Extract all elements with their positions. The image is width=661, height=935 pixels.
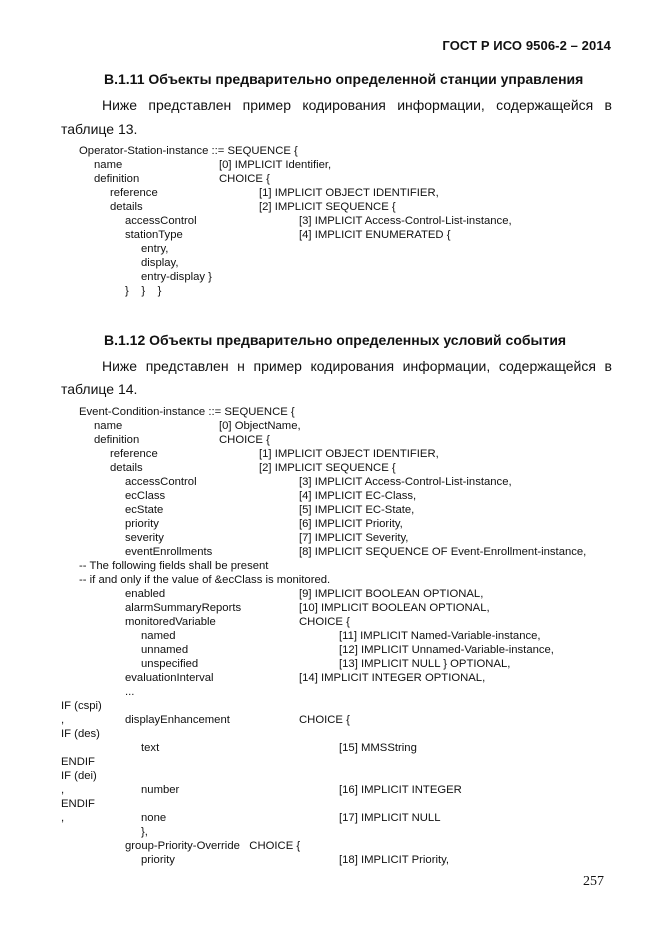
- code-line-token: ecState: [125, 504, 164, 516]
- code-line-type: [1] IMPLICIT OBJECT IDENTIFIER,: [259, 448, 439, 460]
- code-line-token: name: [94, 420, 123, 432]
- code-line-type: [9] IMPLICIT BOOLEAN OPTIONAL,: [299, 588, 484, 600]
- code-line-type: [18] IMPLICIT Priority,: [339, 854, 450, 866]
- code-line-token: ecClass: [125, 490, 166, 502]
- code-line-type: [13] IMPLICIT NULL } OPTIONAL,: [339, 658, 511, 670]
- code-line-type: [0] IMPLICIT Identifier,: [219, 159, 332, 171]
- code-line-token: display,: [141, 257, 179, 269]
- code-line-type: [6] IMPLICIT Priority,: [299, 518, 403, 530]
- code-line-token: severity: [125, 532, 164, 544]
- code-line-token: eventEnrollments: [125, 546, 213, 558]
- code-line-token: name: [94, 159, 123, 171]
- code-line-token: priority: [141, 854, 175, 866]
- code-line-token: none: [141, 812, 167, 824]
- code-line-token: },: [141, 826, 148, 838]
- code-line-token: entry-display }: [141, 271, 212, 283]
- code-line-type: [2] IMPLICIT SEQUENCE {: [259, 462, 396, 474]
- code-line-type: CHOICE {: [219, 173, 270, 185]
- code-line-token: text: [141, 742, 160, 754]
- code-line-token: ,: [61, 812, 65, 824]
- page-number: 257: [583, 874, 604, 889]
- code-line-token: -- if and only if the value of &ecClass is monitored.: [79, 574, 331, 586]
- section-title-b112: B.1.12 Объекты предварительно определенных условий события: [104, 332, 567, 348]
- code-line-token: Operator-Station-instance ::= SEQUENCE {: [79, 145, 298, 157]
- code-line-token: ,: [61, 784, 65, 796]
- code-line-token: details: [110, 201, 143, 213]
- code-line-token: unspecified: [141, 658, 199, 670]
- code-line-token: } } }: [125, 285, 162, 297]
- code-line-type: [14] IMPLICIT INTEGER OPTIONAL,: [299, 672, 486, 684]
- code-line-type: [12] IMPLICIT Unnamed-Variable-instance,: [339, 644, 554, 656]
- code-line-token: displayEnhancement: [125, 714, 230, 726]
- code-line-type: [2] IMPLICIT SEQUENCE {: [259, 201, 396, 213]
- code-line-token: entry,: [141, 243, 169, 255]
- code-line-token: -- The following fields shall be present: [79, 560, 269, 572]
- section-b112-intro-line-2: таблице 14.: [61, 381, 138, 397]
- code-line-type: [17] IMPLICIT NULL: [339, 812, 441, 824]
- page-header: ГОСТ Р ИСО 9506-2 – 2014: [442, 38, 611, 53]
- code-line-token: accessControl: [125, 476, 197, 488]
- code-line-type: [1] IMPLICIT OBJECT IDENTIFIER,: [259, 187, 439, 199]
- code-line-token: definition: [94, 434, 140, 446]
- code-line-token: reference: [110, 448, 158, 460]
- code-line-token: Event-Condition-instance ::= SEQUENCE {: [79, 406, 295, 418]
- code-line-type: CHOICE {: [299, 714, 350, 726]
- section-b111-intro-line-1: Ниже представлен пример кодирования информации, содержащейся в: [102, 97, 612, 113]
- code-line-token: IF (dei): [61, 770, 97, 782]
- code-line-type: [16] IMPLICIT INTEGER: [339, 784, 462, 796]
- code-line-type: CHOICE {: [299, 616, 350, 628]
- code-line-type: [8] IMPLICIT SEQUENCE OF Event-Enrollment-instance,: [299, 546, 587, 558]
- code-line-token: IF (cspi): [61, 700, 102, 712]
- code-line-type: [4] IMPLICIT EC-Class,: [299, 490, 417, 502]
- code-line-type: [4] IMPLICIT ENUMERATED {: [299, 229, 451, 241]
- code-line-type: [10] IMPLICIT BOOLEAN OPTIONAL,: [299, 602, 490, 614]
- code-line-type: [3] IMPLICIT Access-Control-List-instance,: [299, 215, 512, 227]
- code-line-type: [5] IMPLICIT EC-State,: [299, 504, 415, 516]
- code-line-token: ENDIF: [61, 756, 95, 768]
- code-line-token: evaluationInterval: [125, 672, 214, 684]
- code-line-type: [0] ObjectName,: [219, 420, 301, 432]
- code-line-token: reference: [110, 187, 158, 199]
- code-line-token: enabled: [125, 588, 166, 600]
- code-line-type: [11] IMPLICIT Named-Variable-instance,: [339, 630, 541, 642]
- code-line-type: [15] MMSString: [339, 742, 417, 754]
- section-title-b111: B.1.11 Объекты предварительно определенной станции управления: [104, 71, 584, 87]
- code-line-token: named: [141, 630, 176, 642]
- code-line-type: [3] IMPLICIT Access-Control-List-instance,: [299, 476, 512, 488]
- code-line-token: number: [141, 784, 180, 796]
- code-line-token: stationType: [125, 229, 183, 241]
- code-line-type: CHOICE {: [219, 434, 270, 446]
- section-b111-intro-line-2: таблице 13.: [61, 121, 138, 137]
- code-line-token: details: [110, 462, 143, 474]
- code-line-token: unnamed: [141, 644, 189, 656]
- section-b112-intro-line-1: Ниже представлен н пример кодирования информации, содержащейся в: [102, 358, 612, 374]
- code-line-type: [7] IMPLICIT Severity,: [299, 532, 409, 544]
- code-line-token: priority: [125, 518, 159, 530]
- code-line-token: IF (des): [61, 728, 100, 740]
- code-line-token: alarmSummaryReports: [125, 602, 242, 614]
- code-line-token: ...: [125, 686, 135, 698]
- code-line-token: ENDIF: [61, 798, 95, 810]
- code-line-token: definition: [94, 173, 140, 185]
- code-line-token: accessControl: [125, 215, 197, 227]
- code-line-token: ,: [61, 714, 65, 726]
- code-line-token: monitoredVariable: [125, 616, 216, 628]
- code-line-token: group-Priority-Override CHOICE {: [125, 840, 301, 852]
